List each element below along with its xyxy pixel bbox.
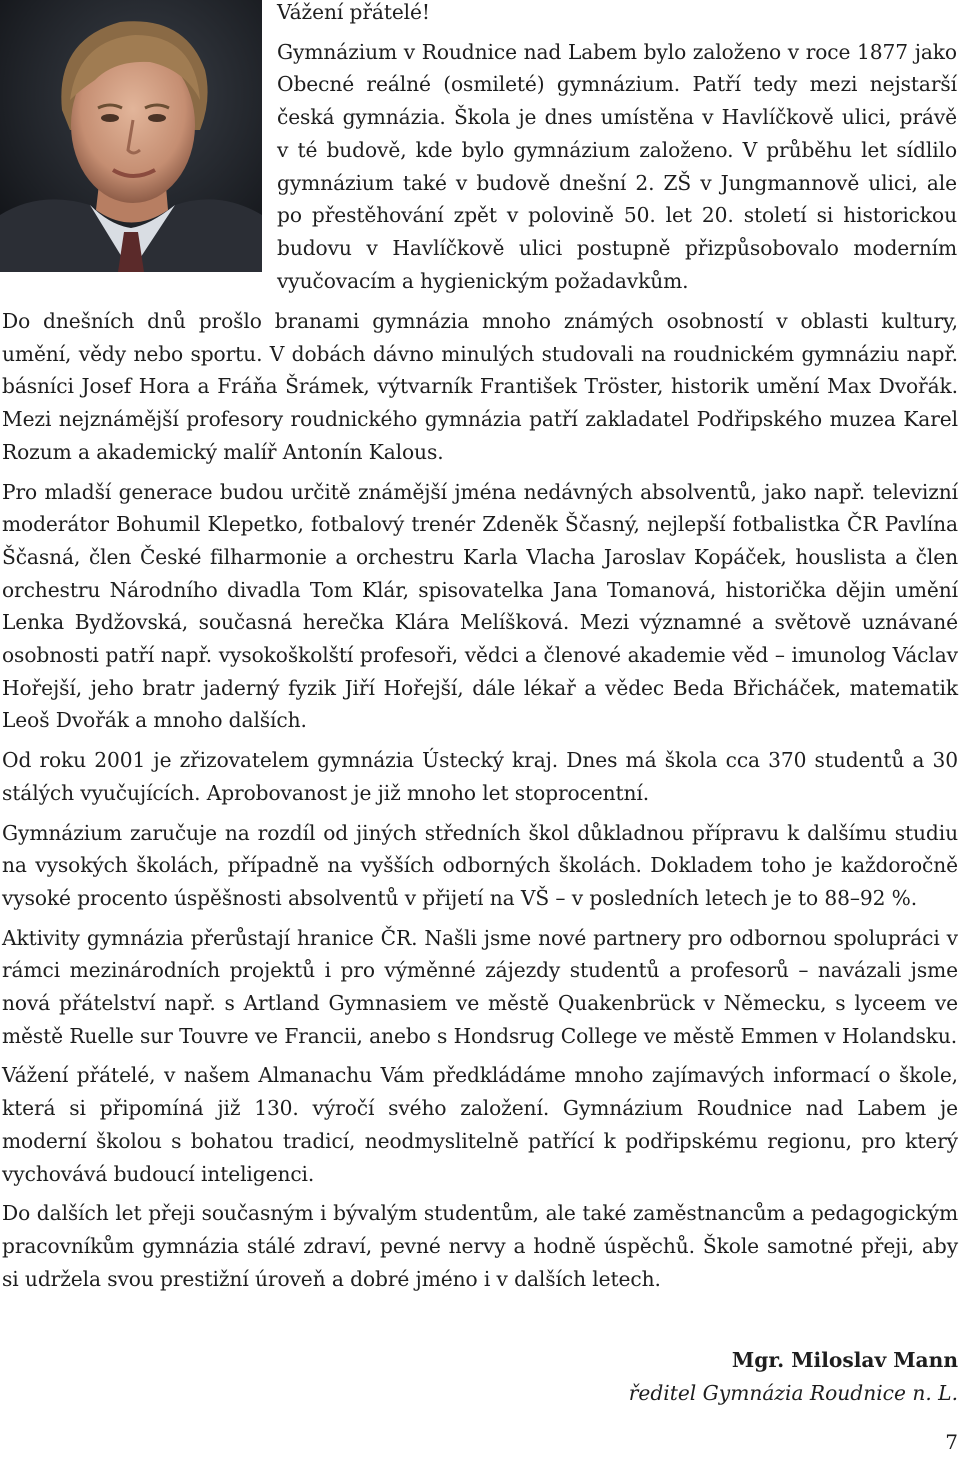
- portrait-photo: [0, 0, 262, 272]
- paragraph: Gymnázium zaručuje na rozdíl od jiných středních škol důkladnou přípravu k dalšímu studiu na vysokých školách, případně na vyšších odborných školách. Dokladem toho je každoročně vysoké procento úspěšnosti absolventů v přijetí na VŠ – v posledních letech je to 88–92 %.: [2, 820, 958, 910]
- letter-body: [2, 305, 958, 1302]
- intro-column: [277, 0, 957, 297]
- greeting: Vážení přátelé!: [277, 0, 430, 24]
- paragraph: Aktivity gymnázia přerůstají hranice ČR. Našli jsme nové partnery pro odbornou spolupráci v rámci mezinárodních projektů i pro výměnné zájezdy studentů a profesorů – navázali jsme nová přátelství např. s Artland Gymnasiem ve městě Quakenbrück v Německu, s lyceem ve městě Ruelle sur Touvre ve Francii, anebo s Hondsrug College ve městě Emmen v Holandsku.: [2, 925, 958, 1048]
- signature-block: [629, 1344, 958, 1409]
- signature-role: ředitel Gymnázia Roudnice n. L.: [628, 1380, 958, 1405]
- paragraph: Vážení přátelé, v našem Almanachu Vám předkládáme mnoho zajímavých informací o škole, která si připomíná již 130. výročí svého založení. Gymnázium Roudnice nad Labem je moderní školou s bohatou tradicí, neodmyslitelně patřící k podřipskému regionu, pro který vychovává budoucí inteligenci.: [2, 1063, 958, 1186]
- paragraph: Do dnešních dnů prošlo branami gymnázia mnoho známých osobností v oblasti kultury, umění, vědy nebo sportu. V dobách dávno minulých studovali na roudnickém gymnáziu např. básníci Josef Hora a Fráňa Šrámek, výtvarník František Tröster, historik umění Max Dvořák. Mezi nejznámější profesory roudnického gymnázia patří zakladatel Podřipského muzea Karel Rozum a akademický malíř Antonín Kalous.: [2, 309, 958, 464]
- paragraph: Do dalších let přeji současným i bývalým studentům, ale také zaměstnancům a pedagogickým pracovníkům gymnázia stálé zdraví, pevné nervy a hodně úspěchů. Škole samotné přeji, aby si udržela svou prestižní úroveň a dobré jméno i v dalších letech.: [2, 1201, 958, 1291]
- portrait-illustration: [0, 0, 262, 272]
- page-number: 7: [945, 1430, 958, 1454]
- signature-name: Mgr. Miloslav Mann: [731, 1348, 958, 1372]
- paragraph: Od roku 2001 je zřizovatelem gymnázia Ústecký kraj. Dnes má škola cca 370 studentů a 30 stálých vyučujících. Aprobovanost je již mnoho let stoprocentní.: [2, 748, 958, 805]
- paragraph: Pro mladší generace budou určitě známější jména nedávných absolventů, jako např. televizní moderátor Bohumil Klepetko, fotbalový trenér Zdeněk Ščasný, nejlepší fotbalistka ČR Pavlína Ščasná, člen České filharmonie a orchestru Karla Vlacha Jaroslav Kopáček, houslista a člen orchestru Národního divadla Tom Klár, spisovatelka Jana Tomanová, historička dějin umění Lenka Bydžovská, současná herečka Klára Melíšková. Mezi významné a světově uznávané osobnosti patří např. vysokoškolští profesoři, vědci a členové akademie věd – imunolog Václav Hořejší, jeho bratr jaderný fyzik Jiří Hořejší, dále lékař a vědec Beda Břicháček, matematik Leoš Dvořák a mnoho dalších.: [2, 479, 958, 733]
- intro-paragraph: Gymnázium v Roudnice nad Labem bylo založeno v roce 1877 jako Obecné reálné (osmileté) gymnázium. Patří tedy mezi nejstarší česká gymnázia. Škola je dnes umístěna v Havlíčkově ulici, právě v té budově, kde bylo gymnázium založeno. V průběhu let sídlilo gymnázium také v budově dnešní 2. ZŠ v Jungmannově ulici, ale po přestěhování zpět v polovině 50. let 20. století si historickou budovu v Havlíčkově ulici postupně přizpůsobovalo moderním vyučovacím a hygienickým požadavkům.: [277, 39, 957, 293]
